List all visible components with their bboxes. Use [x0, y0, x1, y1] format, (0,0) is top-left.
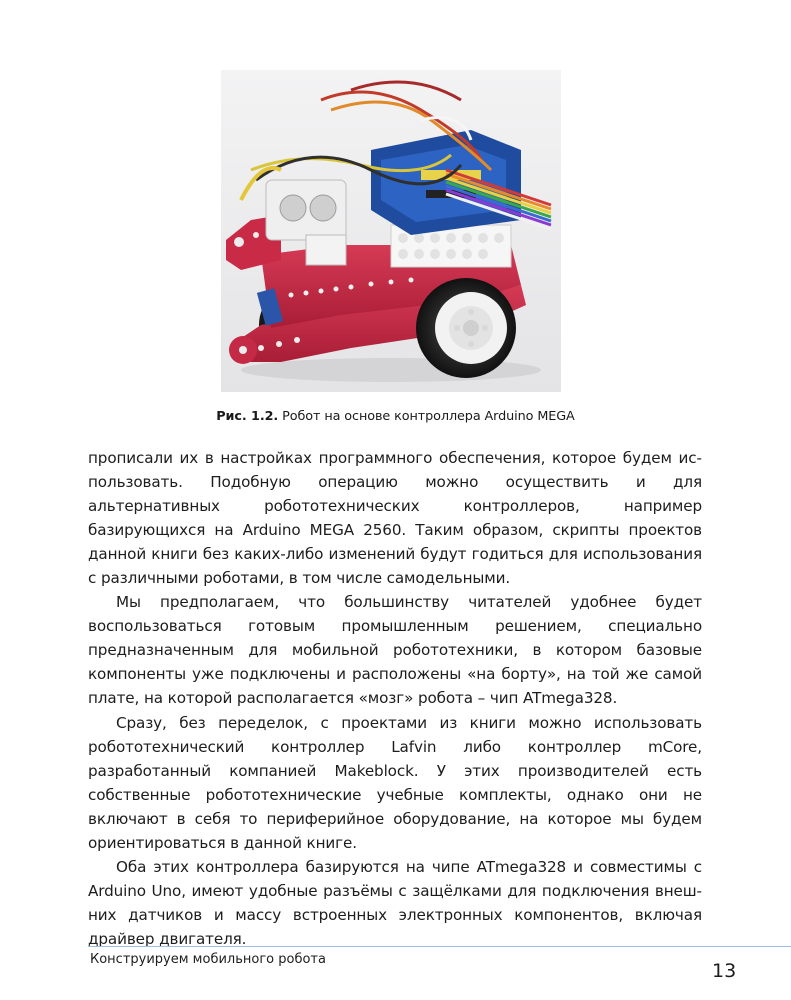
running-footer-title: Конструируем мобильного робота	[90, 952, 326, 967]
footer-divider	[88, 946, 791, 947]
paragraph: Сразу, без переделок, с проектами из книги можно использовать робототехнический контроллер Lafvin либо контроллер mCore, разработанный компанией Makeblock. У этих производителей есть собственные робототехнические учебные комплекты, однако они не включают в себя то периферийное оборудование, на которое мы будем ориентироваться в данной книге.	[88, 713, 702, 852]
figure-robot-photo	[221, 70, 561, 392]
main-text	[88, 446, 702, 951]
figure-caption	[0, 409, 791, 424]
robot-photo	[221, 70, 561, 392]
caption-label: Рис. 1.2.	[216, 409, 279, 424]
paragraph: Мы предполагаем, что большинству читателей удобнее будет воспользоваться готовым промышленным решением, специально предназначенным для мобильной робототехники, в котором базовые компоненты уже подключены и расположены «на борту», на той же самой плате, на которой располагается «мозг» робота – чип ATmega328.	[88, 593, 702, 708]
paragraph: прописали их в настройках программного обеспечения, которое будем использовать. Подобную операцию можно осуществить и для альтернативных робототехнических контроллеров, например базирующихся на Arduino MEGA 2560. Таким образом, скрипты проектов данной книги без каких-либо изменений будут годиться для использования с различными роботами, в том числе самодельными.	[88, 449, 702, 588]
caption-text: Робот на основе контроллера Arduino MEGA	[282, 409, 575, 424]
page-number: 13	[712, 960, 737, 982]
paragraph: Оба этих контроллера базируются на чипе ATmega328 и совместимы с Arduino Uno, имеют удобные разъёмы с защёлками для подключения внешних датчиков и массу встроенных электронных компонентов, включая драйвер двигателя.	[88, 857, 702, 948]
